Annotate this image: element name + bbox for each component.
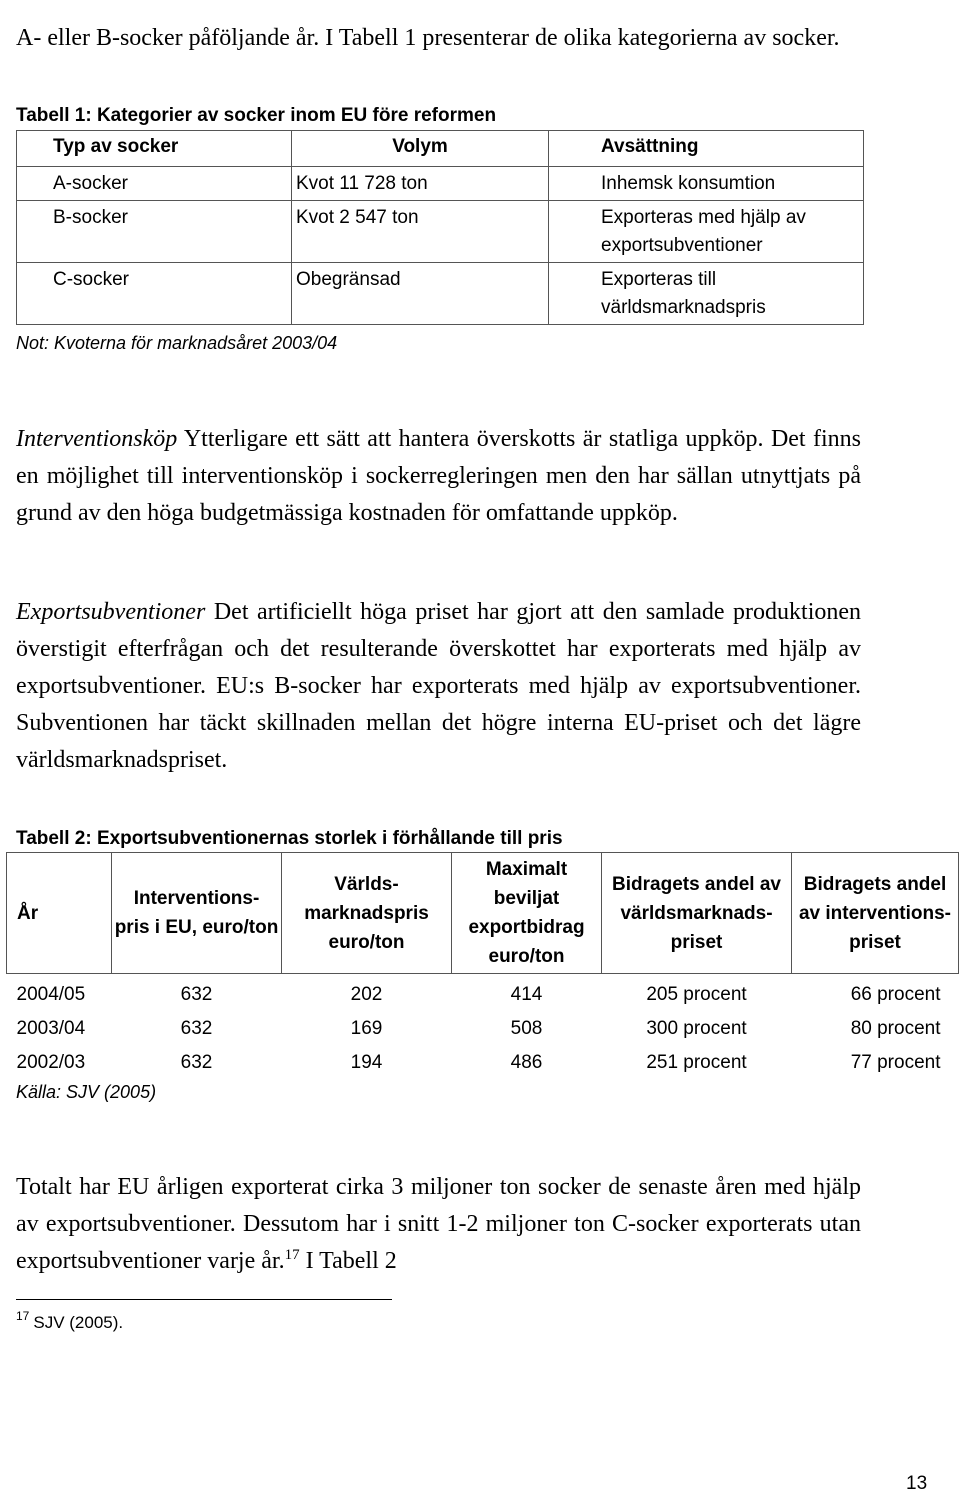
- sugar-categories-table: [16, 130, 864, 325]
- table-cell: Exporteras till världsmarknadspris: [549, 263, 864, 325]
- table-row: [7, 1012, 959, 1046]
- table-cell: B-socker: [17, 201, 292, 263]
- table-cell: 169: [350, 1018, 383, 1039]
- paragraph-body: Ytterligare ett sätt att hantera överskotts är statliga uppköp. Det finns en möjlighet till interventionsköp i sockerregleringen men den har sällan utnyttjats på grund av den höga budgetmässiga kostnaden för omfattande uppköp.: [16, 426, 862, 526]
- table-cell: 486: [510, 1052, 543, 1073]
- export-subsidy-table: [6, 852, 959, 1080]
- table1-caption: Tabell 1: Kategorier av socker inom EU före reformen: [16, 105, 497, 126]
- table-cell: 300 procent: [646, 1018, 747, 1039]
- table-header-cell: Bidragets andel av interventions- priset: [792, 853, 959, 974]
- footnote-text: SJV (2005).: [33, 1313, 124, 1332]
- table-cell: 202: [350, 984, 383, 1005]
- table-cell: 632: [180, 1052, 213, 1073]
- page-number: 13: [906, 1473, 928, 1494]
- footnote-reference: 17: [284, 1247, 300, 1263]
- table-header-cell: Bidragets andel av världsmarknads- priset: [602, 853, 792, 974]
- table-header-cell: Typ av socker: [17, 131, 292, 167]
- table-header-cell: Maximalt beviljat exportbidrag euro/ton: [452, 853, 602, 974]
- paragraph-body: Det artificiellt höga priset har gjort att den samlade produktionen överstigit efterfrågan och det resulterande överskottet har exporterats med hjälp av exportsubventioner. EU:s B-socker har exporterats med hjälp av exportsubventioner. Subventionen har täckt skillnaden mellan det högre interna EU-priset och det lägre världsmarknadspriset.: [16, 599, 862, 773]
- totalt-paragraph: [16, 1169, 861, 1280]
- footnote-number: 17: [16, 1309, 30, 1323]
- table1-note: Not: Kvoterna för marknadsåret 2003/04: [16, 333, 338, 353]
- table-header-cell: Interventions- pris i EU, euro/ton: [112, 853, 282, 974]
- table-header-cell: Avsättning: [549, 131, 864, 167]
- table-cell: Kvot 11 728 ton: [292, 167, 549, 201]
- table-header-row: [17, 131, 864, 167]
- table-row: [17, 167, 864, 201]
- footnote-divider: [16, 1299, 392, 1300]
- table-cell: 414: [510, 984, 543, 1005]
- table-cell: 194: [350, 1052, 383, 1073]
- table-cell: C-socker: [17, 263, 292, 325]
- table-header-cell: Världs- marknadspris euro/ton: [282, 853, 452, 974]
- intro-paragraph: A- eller B-socker påföljande år. I Tabell 1 presenterar de olika kategorierna av socker.: [16, 25, 840, 51]
- table-cell: 632: [180, 1018, 213, 1039]
- table-cell: 632: [180, 984, 213, 1005]
- table-row: [17, 201, 864, 263]
- paragraph-lead-term: Exportsubventioner: [16, 599, 206, 625]
- table-cell: 205 procent: [646, 984, 747, 1005]
- table-cell: Exporteras med hjälp av exportsubventioner: [549, 201, 864, 263]
- exportsubventioner-paragraph: [16, 594, 861, 779]
- table-row: [17, 263, 864, 325]
- table-header-row: [7, 853, 959, 974]
- table2-caption: Tabell 2: Exportsubventionernas storlek i förhållande till pris: [16, 828, 563, 849]
- paragraph-tail: I Tabell 2: [299, 1248, 397, 1274]
- table-cell: 251 procent: [646, 1052, 747, 1073]
- paragraph-body: Totalt har EU årligen exporterat cirka 3 miljoner ton socker de senaste åren med hjälp av exportsubventioner. Dessutom har i snitt 1-2 miljoner ton C-socker exporterats utan exportsubventioner varje år.: [16, 1174, 861, 1274]
- table-cell: 77 procent: [850, 1052, 941, 1073]
- paragraph-lead-term: Interventionsköp: [16, 426, 178, 452]
- table-cell: Obegränsad: [292, 263, 549, 325]
- table-cell: A-socker: [17, 167, 292, 201]
- table-cell: 2004/05: [16, 984, 86, 1005]
- table-cell: Inhemsk konsumtion: [549, 167, 864, 201]
- table-row: [7, 1046, 959, 1080]
- table2-source: Källa: SJV (2005): [16, 1082, 157, 1102]
- interventionskop-paragraph: [16, 421, 861, 532]
- table-cell: 2003/04: [16, 1018, 86, 1039]
- table-cell: Kvot 2 547 ton: [292, 201, 549, 263]
- table-header-cell: År: [7, 853, 112, 974]
- footnote: [16, 1309, 124, 1333]
- table-cell: 80 procent: [850, 1018, 941, 1039]
- table-header-cell: Volym: [292, 131, 549, 167]
- table-row: [7, 974, 959, 1013]
- table-cell: 66 procent: [850, 984, 941, 1005]
- table-cell: 508: [510, 1018, 543, 1039]
- table-cell: 2002/03: [16, 1052, 86, 1073]
